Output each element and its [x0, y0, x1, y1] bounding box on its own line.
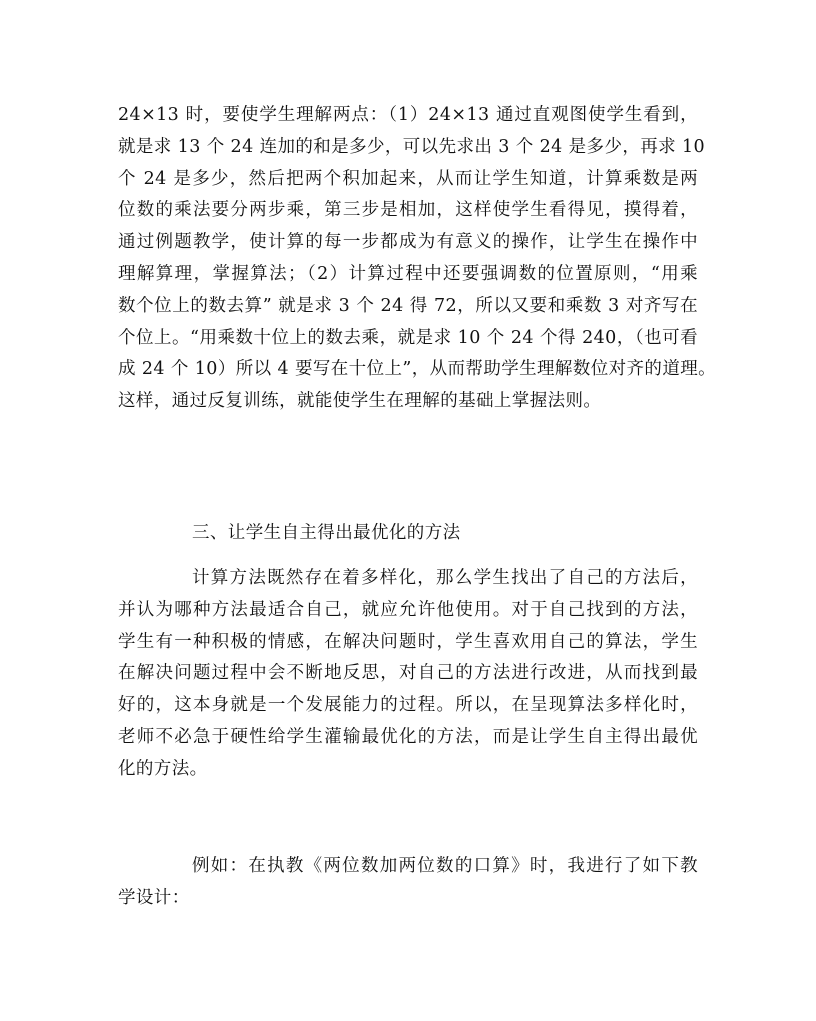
paragraph-optimal-method — [118, 563, 698, 786]
text-line: 位数的乘法要分两步乘，第三步是相加，这样使学生看得见，摸得着， — [118, 200, 698, 221]
text-line: 并认为哪种方法最适合自己，就应允许他使用。对于自己找到的方法， — [118, 599, 698, 620]
text-line: 就是求 13 个 24 连加的和是多少，可以先求出 3 个 24 是多少，再求 10 — [118, 136, 706, 157]
paragraph-multiplication-explanation — [118, 100, 717, 418]
text-line: 例如：在执教《两位数加两位数的口算》时，我进行了如下教 — [192, 856, 698, 876]
text-line: 这样，通过反复训练，就能使学生在理解的基础上掌握法则。 — [118, 391, 602, 412]
text-line: 老师不必急于硬性给学生灌输最优化的方法，而是让学生自主得出最优 — [118, 726, 698, 747]
paragraph-example — [118, 851, 698, 915]
text-line: 好的，这本身就是一个发展能力的过程。所以，在呈现算法多样化时， — [118, 695, 698, 716]
text-line: 24×13 时，要使学生理解两点：（1）24×13 通过直观图使学生看到， — [118, 105, 698, 125]
heading-text: 三、让学生自主得出最优化的方法 — [192, 523, 461, 543]
section-heading-three — [192, 518, 632, 550]
text-line: 在解决问题过程中会不断地反思，对自己的方法进行改进，从而找到最 — [118, 663, 698, 684]
text-line: 学生有一种积极的情感，在解决问题时，学生喜欢用自己的算法，学生 — [118, 631, 698, 652]
text-line: 个 24 是多少，然后把两个积加起来，从而让学生知道，计算乘数是两 — [118, 168, 698, 189]
text-line: 学设计： — [118, 887, 190, 908]
text-line: 数个位上的数去算” 就是求 3 个 24 得 72，所以又要和乘数 3 对齐写在 — [118, 295, 698, 316]
text-line: 化的方法。 — [118, 758, 208, 779]
text-line: 理解算理，掌握算法；（2）计算过程中还要强调数的位置原则，“用乘 — [118, 263, 698, 284]
text-line: 通过例题教学，使计算的每一步都成为有意义的操作，让学生在操作中 — [118, 232, 698, 253]
text-line: 计算方法既然存在着多样化，那么学生找出了自己的方法后， — [192, 568, 698, 588]
text-line: 成 24 个 10）所以 4 要写在十位上”，从而帮助学生理解数位对齐的道理。 — [118, 359, 717, 380]
text-line: 个位上。“用乘数十位上的数去乘，就是求 10 个 24 个得 240，（也可看 — [118, 327, 698, 348]
